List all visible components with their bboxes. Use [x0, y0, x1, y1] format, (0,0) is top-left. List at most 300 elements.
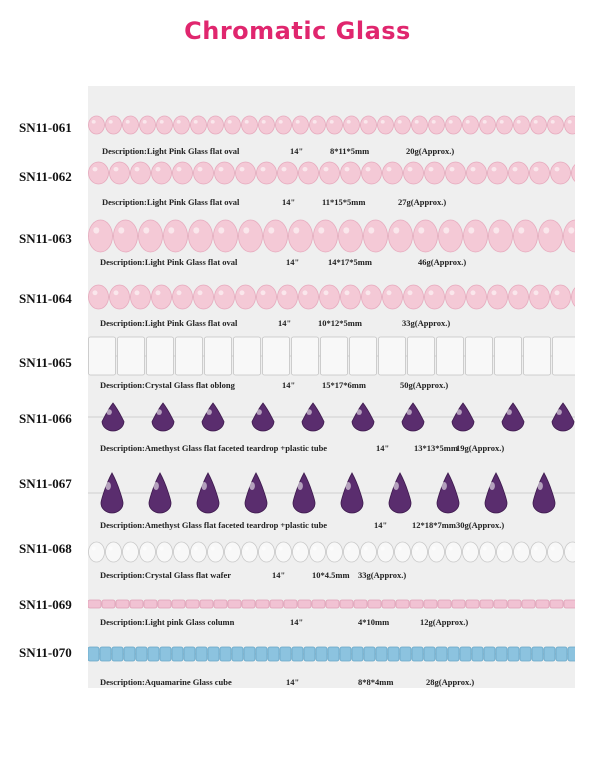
- bead: [242, 600, 255, 608]
- bead-highlight: [450, 167, 455, 171]
- bead-highlight: [219, 290, 224, 295]
- bead: [463, 116, 479, 134]
- bead: [123, 116, 139, 134]
- bead-highlight: [441, 482, 447, 490]
- bead-strand-image: [88, 283, 575, 311]
- bead: [412, 542, 428, 562]
- bead: [488, 162, 508, 184]
- bead-strand-image: [88, 470, 575, 516]
- bead: [497, 542, 513, 562]
- bead: [361, 542, 377, 562]
- bead-highlight: [364, 120, 368, 124]
- bead-highlight: [177, 120, 181, 124]
- bead-highlight: [198, 290, 203, 295]
- bead-highlight: [194, 120, 198, 124]
- bead: [446, 162, 466, 184]
- bead-highlight: [543, 227, 549, 233]
- product-description: Description:Light Pink Glass flat oval: [102, 197, 240, 207]
- bead: [425, 162, 445, 184]
- bead: [299, 162, 319, 184]
- bead: [548, 116, 564, 134]
- product-size: 10*12*5mm: [318, 318, 362, 328]
- bead-highlight: [93, 227, 99, 233]
- bead-highlight: [143, 547, 147, 551]
- bead: [196, 647, 207, 661]
- bead-highlight: [551, 120, 555, 124]
- bead: [100, 647, 111, 661]
- bead-highlight: [143, 227, 149, 233]
- bead: [298, 600, 311, 608]
- bead-highlight: [114, 290, 119, 295]
- bead: [186, 600, 199, 608]
- bead-highlight: [356, 409, 362, 415]
- bead: [292, 647, 303, 661]
- bead: [350, 337, 377, 375]
- bead: [352, 647, 363, 661]
- bead-highlight: [492, 167, 497, 171]
- bead-highlight: [293, 227, 299, 233]
- bead: [354, 600, 367, 608]
- bead: [270, 600, 283, 608]
- bead: [116, 600, 129, 608]
- bead: [140, 542, 156, 562]
- bead: [194, 162, 214, 184]
- bead-strand-image: [88, 160, 575, 186]
- bead-highlight: [218, 227, 224, 233]
- bead-highlight: [106, 409, 112, 415]
- bead: [152, 285, 172, 309]
- bead-strand-image: [88, 540, 575, 564]
- bead: [310, 542, 326, 562]
- bead-highlight: [429, 167, 434, 171]
- bead: [173, 285, 193, 309]
- bead: [278, 162, 298, 184]
- bead: [531, 542, 547, 562]
- bead: [494, 600, 507, 608]
- bead-highlight: [177, 547, 181, 551]
- bead-highlight: [415, 120, 419, 124]
- bead: [136, 647, 147, 661]
- bead-highlight: [262, 547, 266, 551]
- bead: [565, 542, 576, 562]
- bead-highlight: [551, 547, 555, 551]
- bead: [466, 600, 479, 608]
- bead: [389, 473, 411, 513]
- bead-highlight: [313, 120, 317, 124]
- bead: [320, 162, 340, 184]
- bead: [172, 600, 185, 608]
- bead-strand-image: [88, 334, 575, 378]
- bead: [276, 542, 292, 562]
- bead-highlight: [296, 547, 300, 551]
- bead: [485, 473, 507, 513]
- bead: [395, 542, 411, 562]
- bead: [389, 220, 413, 252]
- bead-highlight: [366, 167, 371, 171]
- bead-strand-image: [88, 114, 575, 136]
- bead-highlight: [156, 167, 161, 171]
- bead: [436, 647, 447, 661]
- bead-highlight: [393, 482, 399, 490]
- bead-highlight: [534, 120, 538, 124]
- bead: [176, 337, 203, 375]
- bead-highlight: [347, 120, 351, 124]
- bead: [424, 647, 435, 661]
- bead: [509, 285, 529, 309]
- bead: [123, 542, 139, 562]
- bead: [396, 600, 409, 608]
- product-code: SN11-068: [19, 541, 72, 556]
- bead-highlight: [387, 167, 392, 171]
- bead-highlight: [408, 167, 413, 171]
- bead: [425, 285, 445, 309]
- product-length: 14": [376, 443, 390, 453]
- bead: [256, 600, 269, 608]
- bead: [548, 542, 564, 562]
- bead: [446, 285, 466, 309]
- bead-highlight: [303, 290, 308, 295]
- bead-strand-image: [88, 645, 575, 663]
- bead: [293, 473, 315, 513]
- bead-highlight: [492, 290, 497, 295]
- bead-highlight: [206, 409, 212, 415]
- bead: [299, 285, 319, 309]
- bead: [361, 116, 377, 134]
- bead-highlight: [466, 547, 470, 551]
- bead: [480, 116, 496, 134]
- bead: [197, 473, 219, 513]
- bead: [388, 647, 399, 661]
- bead-highlight: [330, 547, 334, 551]
- product-code: SN11-062: [19, 169, 72, 184]
- bead: [395, 116, 411, 134]
- bead: [89, 542, 105, 562]
- bead: [102, 403, 124, 431]
- bead-highlight: [398, 120, 402, 124]
- bead: [565, 116, 576, 134]
- bead-highlight: [118, 227, 124, 233]
- product-description: Description:Light Pink Glass flat oval: [100, 257, 238, 267]
- bead-highlight: [387, 290, 392, 295]
- bead-highlight: [313, 547, 317, 551]
- bead: [214, 220, 238, 252]
- bead-highlight: [483, 547, 487, 551]
- bead: [316, 647, 327, 661]
- bead-highlight: [135, 167, 140, 171]
- bead-highlight: [537, 482, 543, 490]
- bead-highlight: [143, 120, 147, 124]
- product-description: Description:Light Pink Glass flat oval: [102, 146, 240, 156]
- product-weight: 19g(Approx.): [456, 443, 505, 453]
- product-description: Description:Light Pink Glass flat oval: [100, 318, 238, 328]
- bead-highlight: [483, 120, 487, 124]
- bead: [412, 116, 428, 134]
- bead-highlight: [471, 290, 476, 295]
- bead: [340, 600, 353, 608]
- bead-highlight: [466, 120, 470, 124]
- bead: [174, 542, 190, 562]
- bead: [208, 647, 219, 661]
- bead: [242, 116, 258, 134]
- bead: [344, 542, 360, 562]
- bead: [101, 473, 123, 513]
- bead-highlight: [345, 482, 351, 490]
- bead: [293, 116, 309, 134]
- bead: [379, 337, 406, 375]
- bead: [259, 116, 275, 134]
- bead-highlight: [432, 547, 436, 551]
- bead: [467, 285, 487, 309]
- bead: [429, 116, 445, 134]
- bead: [564, 600, 575, 608]
- product-length: 14": [272, 570, 286, 580]
- bead: [89, 337, 116, 375]
- bead: [304, 647, 315, 661]
- bead-highlight: [153, 482, 159, 490]
- bead: [149, 473, 171, 513]
- bead: [172, 647, 183, 661]
- bead-highlight: [219, 167, 224, 171]
- product-description: Description:Aquamarine Glass cube: [100, 677, 232, 687]
- bead: [344, 116, 360, 134]
- bead: [252, 403, 274, 431]
- bead: [106, 542, 122, 562]
- bead: [202, 403, 224, 431]
- product-weight: 46g(Approx.): [418, 257, 467, 267]
- bead: [321, 337, 348, 375]
- bead-highlight: [256, 409, 262, 415]
- bead-highlight: [449, 120, 453, 124]
- bead-highlight: [201, 482, 207, 490]
- product-weight: 33g(Approx.): [402, 318, 451, 328]
- bead: [410, 600, 423, 608]
- bead: [412, 647, 423, 661]
- bead-highlight: [345, 167, 350, 171]
- bead-highlight: [429, 290, 434, 295]
- bead-highlight: [468, 227, 474, 233]
- bead-highlight: [364, 547, 368, 551]
- bead: [157, 116, 173, 134]
- bead: [257, 285, 277, 309]
- bead: [514, 116, 530, 134]
- bead: [88, 600, 101, 608]
- bead: [205, 337, 232, 375]
- bead-highlight: [126, 120, 130, 124]
- bead: [533, 473, 555, 513]
- bead: [263, 337, 290, 375]
- bead-highlight: [555, 290, 560, 295]
- bead: [495, 337, 522, 375]
- bead: [88, 647, 99, 661]
- bead: [232, 647, 243, 661]
- bead-highlight: [398, 547, 402, 551]
- bead: [383, 162, 403, 184]
- bead: [184, 647, 195, 661]
- bead: [464, 220, 488, 252]
- bead-highlight: [92, 547, 96, 551]
- product-code: SN11-065: [19, 355, 72, 370]
- bead: [536, 600, 549, 608]
- bead-highlight: [408, 290, 413, 295]
- bead: [114, 220, 138, 252]
- bead: [191, 542, 207, 562]
- bead: [244, 647, 255, 661]
- bead: [225, 542, 241, 562]
- bead: [400, 647, 411, 661]
- bead: [173, 162, 193, 184]
- bead-highlight: [93, 290, 98, 295]
- bead: [572, 162, 576, 184]
- bead-highlight: [517, 547, 521, 551]
- bead-highlight: [93, 167, 98, 171]
- product-length: 14": [290, 146, 304, 156]
- product-size: 11*15*5mm: [322, 197, 366, 207]
- bead: [508, 600, 521, 608]
- product-description: Description:Amethyst Glass flat faceted teardrop +plastic tube: [100, 520, 328, 530]
- bead-highlight: [506, 409, 512, 415]
- bead-highlight: [156, 409, 162, 415]
- bead: [446, 542, 462, 562]
- bead: [362, 285, 382, 309]
- bead: [89, 162, 109, 184]
- bead: [339, 220, 363, 252]
- product-length: 14": [286, 257, 300, 267]
- bead: [147, 337, 174, 375]
- product-weight: 20g(Approx.): [406, 146, 455, 156]
- bead-highlight: [500, 120, 504, 124]
- bead-strand-image: [88, 218, 575, 254]
- product-size: 8*8*4mm: [358, 677, 394, 687]
- bead-highlight: [126, 547, 130, 551]
- bead: [110, 162, 130, 184]
- bead-highlight: [534, 290, 539, 295]
- bead-highlight: [471, 167, 476, 171]
- bead-highlight: [228, 120, 232, 124]
- bead: [497, 116, 513, 134]
- bead: [314, 220, 338, 252]
- bead: [112, 647, 123, 661]
- bead: [484, 647, 495, 661]
- product-description: Description:Crystal Glass flat wafer: [100, 570, 232, 580]
- product-code: SN11-063: [19, 231, 72, 246]
- bead: [234, 337, 261, 375]
- bead: [341, 285, 361, 309]
- bead: [124, 647, 135, 661]
- bead: [552, 403, 574, 431]
- bead: [489, 220, 513, 252]
- bead-highlight: [345, 290, 350, 295]
- bead-highlight: [109, 120, 113, 124]
- bead: [327, 116, 343, 134]
- bead: [551, 285, 571, 309]
- bead-highlight: [245, 120, 249, 124]
- bead-highlight: [513, 290, 518, 295]
- bead: [452, 600, 465, 608]
- bead: [259, 542, 275, 562]
- bead: [200, 600, 213, 608]
- bead: [341, 162, 361, 184]
- bead: [460, 647, 471, 661]
- product-length: 14": [278, 318, 292, 328]
- product-size: 8*11*5mm: [330, 146, 370, 156]
- bead-highlight: [303, 167, 308, 171]
- bead: [106, 116, 122, 134]
- bead: [522, 600, 535, 608]
- bead-highlight: [228, 547, 232, 551]
- bead-strand-image: [88, 400, 575, 434]
- bead: [208, 542, 224, 562]
- bead: [320, 285, 340, 309]
- bead-highlight: [415, 547, 419, 551]
- bead: [284, 600, 297, 608]
- bead-highlight: [500, 547, 504, 551]
- bead-highlight: [268, 227, 274, 233]
- bead: [514, 220, 538, 252]
- bead: [102, 600, 115, 608]
- bead: [383, 285, 403, 309]
- bead-highlight: [489, 482, 495, 490]
- bead-highlight: [105, 482, 111, 490]
- bead-highlight: [109, 547, 113, 551]
- bead-highlight: [240, 167, 245, 171]
- product-weight: 30g(Approx.): [456, 520, 505, 530]
- bead: [228, 600, 241, 608]
- bead: [553, 337, 576, 375]
- bead-highlight: [168, 227, 174, 233]
- bead: [530, 162, 550, 184]
- bead: [404, 285, 424, 309]
- bead-highlight: [198, 167, 203, 171]
- bead-highlight: [418, 227, 424, 233]
- product-length: 14": [282, 380, 296, 390]
- bead: [520, 647, 531, 661]
- bead: [312, 600, 325, 608]
- product-code: SN11-067: [19, 476, 72, 491]
- bead: [572, 285, 576, 309]
- product-size: 12*18*7mm: [412, 520, 456, 530]
- bead: [194, 285, 214, 309]
- bead: [264, 220, 288, 252]
- bead: [550, 600, 563, 608]
- bead: [144, 600, 157, 608]
- bead: [225, 116, 241, 134]
- bead-highlight: [493, 227, 499, 233]
- bead: [368, 600, 381, 608]
- product-weight: 12g(Approx.): [420, 617, 469, 627]
- bead: [158, 600, 171, 608]
- bead-highlight: [330, 120, 334, 124]
- bead: [140, 116, 156, 134]
- product-code: SN11-066: [19, 411, 72, 426]
- bead-highlight: [568, 120, 572, 124]
- bead: [480, 542, 496, 562]
- bead-highlight: [160, 120, 164, 124]
- bead-highlight: [282, 290, 287, 295]
- bead-highlight: [211, 120, 215, 124]
- bead-highlight: [211, 547, 215, 551]
- bead: [530, 285, 550, 309]
- bead: [139, 220, 163, 252]
- product-size: 15*17*6mm: [322, 380, 366, 390]
- bead: [208, 116, 224, 134]
- bead: [437, 473, 459, 513]
- bead-highlight: [450, 290, 455, 295]
- bead: [568, 647, 575, 661]
- product-size: 4*10mm: [358, 617, 390, 627]
- bead-highlight: [555, 167, 560, 171]
- bead: [220, 647, 231, 661]
- bead-highlight: [135, 290, 140, 295]
